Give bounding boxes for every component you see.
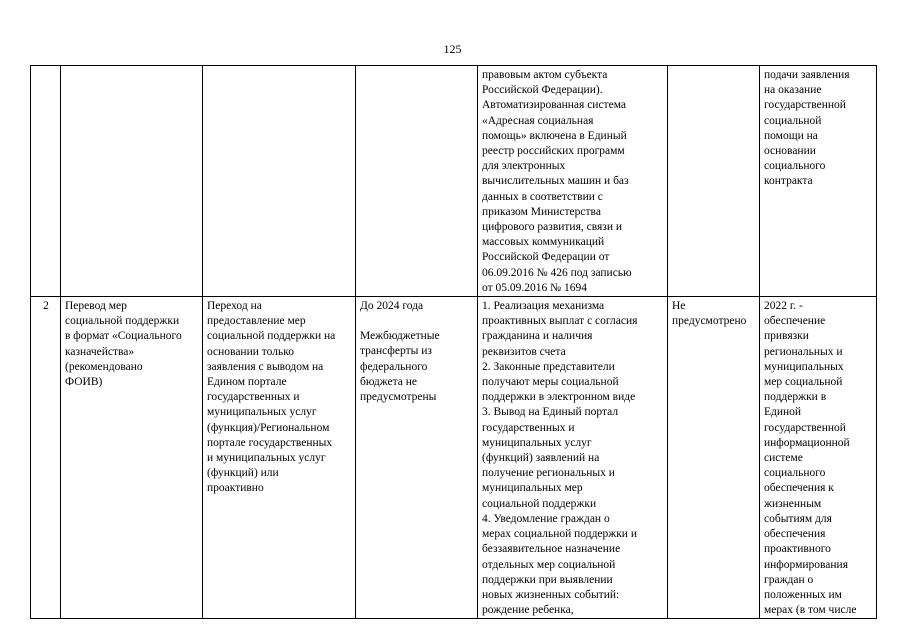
cell-line: «Адресная социальная	[482, 114, 594, 127]
cell-line: жизненным	[764, 497, 822, 510]
cell-line: информирования	[764, 558, 848, 571]
cell-line: в формат «Социального	[65, 330, 182, 343]
cell-line: 4. Уведомление граждан о	[482, 512, 610, 525]
cell-line: системе	[764, 452, 803, 465]
cell-line: (функций) заявлений на	[482, 452, 600, 465]
cell-line: мер социальной	[764, 376, 843, 389]
cell-financing	[668, 66, 760, 297]
cell-line: (рекомендовано	[65, 360, 143, 373]
cell-line: социальной поддержки	[65, 315, 180, 328]
cell-line: основании	[764, 145, 816, 158]
cell-line: основании только	[207, 345, 294, 358]
cell-number	[31, 66, 61, 297]
cell-line: портале государственных	[207, 436, 333, 449]
cell-line: Российской Федерации от	[482, 251, 610, 264]
cell-line: федерального	[360, 360, 428, 373]
cell-line: обеспечения к	[764, 482, 834, 495]
cell-line: правовым актом субъекта	[482, 69, 608, 81]
cell-line: привязки	[764, 330, 809, 343]
cell-line: муниципальных мер	[482, 482, 583, 495]
cell-mechanism	[478, 66, 668, 297]
cell-line: заявления с выводом на	[207, 360, 324, 373]
cell-line: контракта	[764, 175, 813, 188]
cell-line: поддержки в электронном виде	[482, 391, 636, 404]
cell-line: 06.09.2016 № 426 под записью	[482, 266, 632, 279]
cell-line: помощи на	[764, 129, 818, 142]
cell-line: на оказание	[764, 84, 822, 97]
cell-line: муниципальных	[764, 360, 844, 373]
cell-line: приказом Министерства	[482, 205, 601, 218]
cell-measure-name	[61, 66, 203, 297]
cell-line: государственной	[764, 99, 846, 112]
cell-line: получение региональных и	[482, 467, 615, 480]
cell-line: казначейства»	[65, 345, 135, 358]
cell-line: социального	[764, 467, 826, 480]
cell-line: предусмотрены	[360, 391, 437, 404]
cell-line: обеспечение	[764, 315, 826, 328]
cell-line: ФОИВ)	[65, 376, 103, 389]
cell-line: мерах социальной поддержки и	[482, 528, 637, 541]
cell-line: и муниципальных услуг	[207, 452, 326, 465]
cell-line: 2. Законные представители	[482, 360, 615, 373]
cell-line: государственных и	[482, 421, 575, 434]
cell-line: проактивных выплат с согласия	[482, 315, 638, 328]
table-row	[31, 297, 877, 619]
cell-line: рождение ребенка,	[482, 604, 574, 617]
cell-line: (функция)/Региональном	[207, 421, 330, 434]
cell-line: бюджета не	[360, 375, 418, 388]
cell-line: подачи заявления	[764, 69, 850, 81]
cell-line: Перевод мер	[65, 300, 127, 313]
cell-line: Единой	[764, 406, 802, 419]
cell-line: социального	[764, 160, 826, 173]
cell-line: Межбюджетные	[360, 330, 440, 343]
cell-line: помощь» включена в Единый	[482, 129, 627, 142]
cell-line: 1. Реализация механизма	[482, 300, 605, 313]
cell-line: региональных и	[764, 345, 843, 358]
table-row	[31, 66, 877, 297]
cell-line: новых жизненных событий:	[482, 588, 620, 601]
cell-line: государственной	[764, 421, 846, 434]
cell-description	[203, 66, 356, 297]
cell-line: обеспечения	[764, 528, 826, 541]
cell-mechanism	[478, 297, 668, 619]
cell-line: проактивно	[207, 482, 264, 495]
cell-line: Автоматизированная система	[482, 99, 626, 112]
cell-description	[203, 297, 356, 619]
cell-deadline	[356, 66, 478, 297]
cell-line: вычислительных машин и баз	[482, 175, 629, 188]
funding-text	[360, 329, 474, 405]
cell-line: отдельных мер социальной	[482, 558, 616, 571]
cell-line: Едином портале	[207, 376, 287, 389]
cell-line: Не	[672, 300, 686, 313]
cell-line: Российской Федерации).	[482, 84, 603, 97]
cell-line: 2022 г. -	[764, 300, 803, 313]
cell-line: мерах (в том числе	[764, 604, 857, 617]
cell-line: поддержки в	[764, 391, 827, 404]
cell-line: для электронных	[482, 160, 566, 173]
cell-line: информационной	[764, 436, 850, 449]
cell-line: социальной поддержки	[482, 497, 597, 510]
cell-line: получают меры социальной	[482, 376, 619, 389]
cell-line: муниципальных услуг	[482, 436, 592, 449]
cell-line: государственных и	[207, 391, 300, 404]
cell-line: (функций) или	[207, 467, 279, 480]
cell-line: цифрового развития, связи и	[482, 221, 623, 234]
cell-line: гражданина и наличия	[482, 330, 593, 343]
cell-measure-name	[61, 297, 203, 619]
cell-line: граждан о	[764, 573, 814, 586]
cell-line: проактивного	[764, 543, 831, 556]
cell-line: предусмотрено	[672, 315, 747, 328]
deadline-text	[360, 299, 474, 314]
cell-line: данных в соответствии с	[482, 190, 603, 203]
cell-result	[760, 66, 877, 297]
cell-line: массовых коммуникаций	[482, 236, 605, 249]
cell-number: 2	[31, 297, 61, 619]
cell-line: 3. Вывод на Единый портал	[482, 406, 619, 419]
cell-line: социальной поддержки на	[207, 330, 336, 343]
cell-line: Переход на	[207, 300, 262, 313]
cell-line: от 05.09.2016 № 1694	[482, 281, 587, 294]
cell-line: реестр российских программ	[482, 145, 625, 158]
cell-line: социальной	[764, 114, 822, 127]
cell-line: До 2024 года	[360, 300, 424, 313]
cell-line: трансферты из	[360, 345, 432, 358]
cell-line: реквизитов счета	[482, 345, 566, 358]
cell-line: положенных им	[764, 588, 842, 601]
cell-line: беззаявительное назначение	[482, 543, 621, 556]
cell-line: предоставление мер	[207, 315, 306, 328]
cell-financing	[668, 297, 760, 619]
cell-line: муниципальных услуг	[207, 406, 317, 419]
cell-line: поддержки при выявлении	[482, 573, 613, 586]
page-number: 125	[443, 42, 462, 56]
measures-table	[30, 65, 877, 619]
cell-deadline	[356, 297, 478, 619]
cell-line: событиям для	[764, 512, 832, 525]
cell-result	[760, 297, 877, 619]
